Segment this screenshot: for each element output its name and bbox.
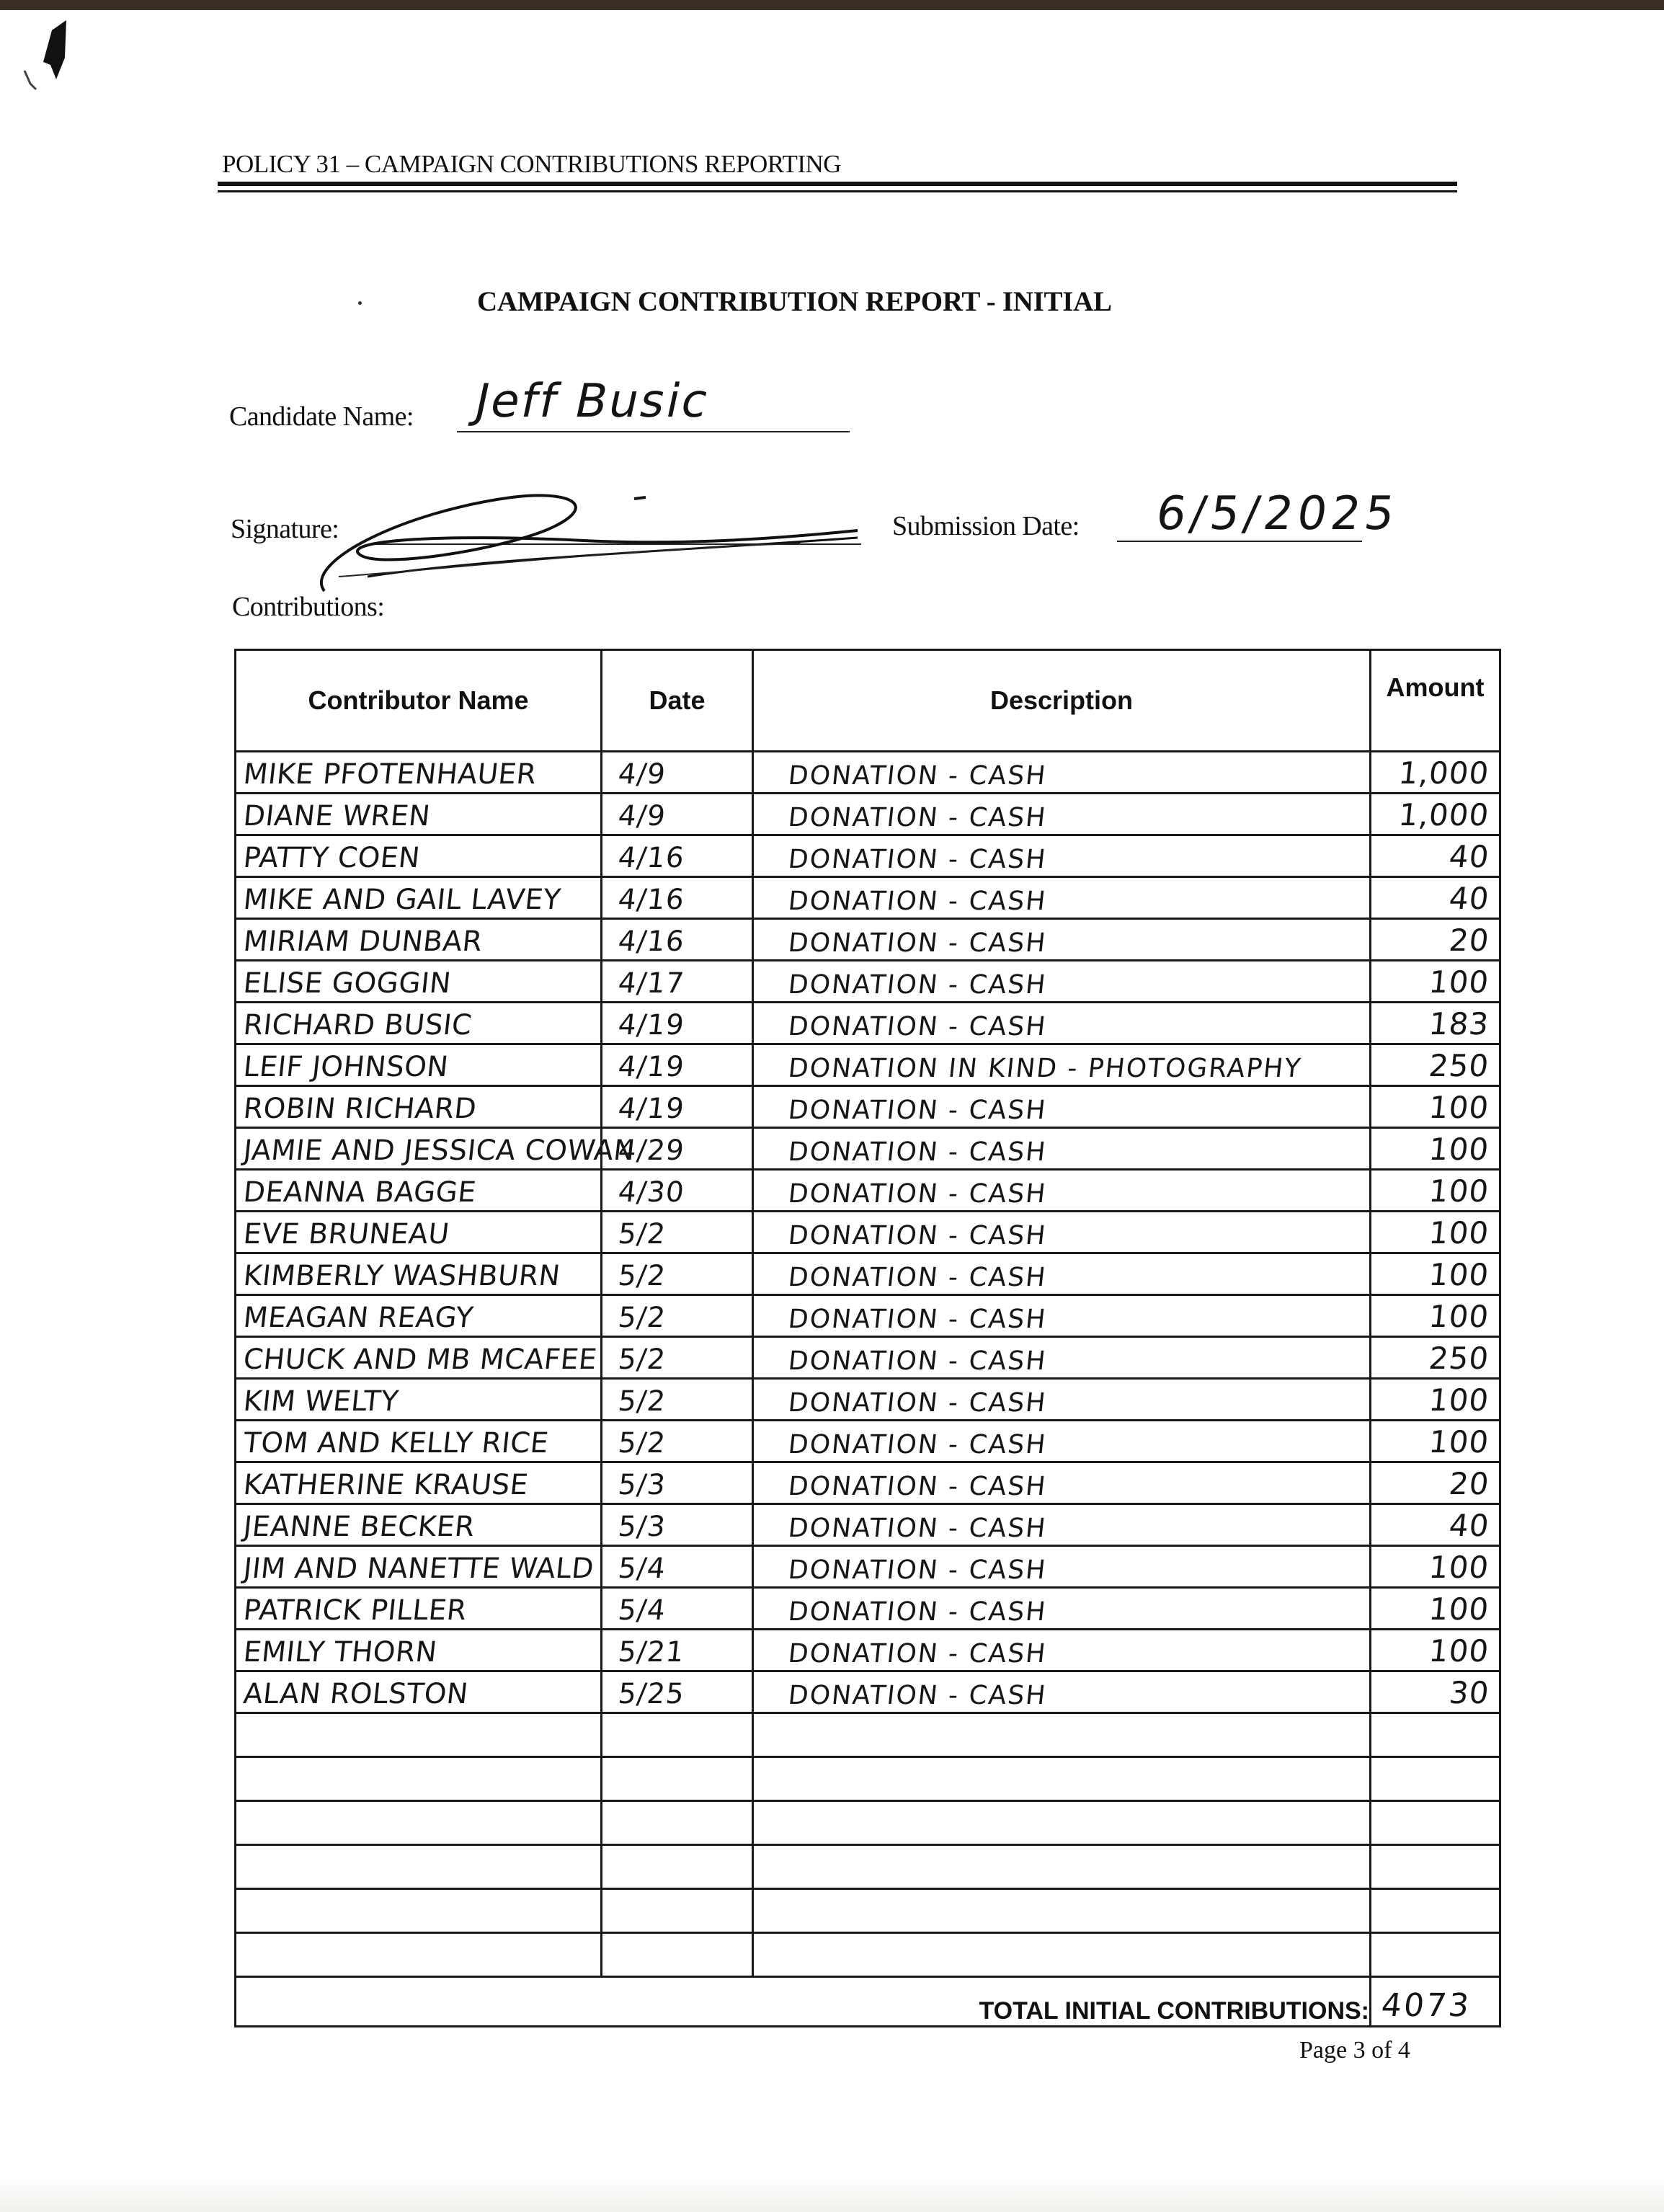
description-cell[interactable] <box>753 877 1371 919</box>
empty-cell[interactable] <box>753 1713 1371 1757</box>
submission-date-value[interactable]: 6/5/2025 <box>1152 487 1402 541</box>
description-cell[interactable] <box>753 752 1371 794</box>
table-row <box>236 1462 1500 1504</box>
total-label-text: TOTAL INITIAL CONTRIBUTIONS: <box>979 1997 1369 2025</box>
amount-text: 100 <box>1427 1382 1491 1418</box>
description-text: DONATION - CASH <box>786 1305 1049 1334</box>
description-text: DONATION - CASH <box>786 845 1049 874</box>
empty-table-row <box>236 1845 1500 1889</box>
date-text: 4/9 <box>616 758 668 791</box>
description-cell[interactable] <box>753 961 1371 1003</box>
date-cell[interactable] <box>602 1086 753 1128</box>
total-amount-cell[interactable] <box>1371 1977 1500 2027</box>
photo-top-edge <box>0 0 1664 10</box>
candidate-name-value[interactable]: Jeff Busic <box>470 375 716 428</box>
empty-cell[interactable] <box>753 1933 1371 1977</box>
amount-text: 100 <box>1427 1215 1491 1251</box>
description-text: DONATION - CASH <box>786 1221 1049 1251</box>
contributor-name-cell[interactable] <box>236 1671 602 1713</box>
empty-cell[interactable] <box>236 1933 602 1977</box>
date-text: 5/2 <box>616 1427 668 1460</box>
empty-cell[interactable] <box>236 1801 602 1845</box>
contributor-name-cell[interactable] <box>236 961 602 1003</box>
date-cell[interactable] <box>602 1003 753 1044</box>
date-text: 5/4 <box>616 1594 668 1627</box>
empty-table-row <box>236 1757 1500 1801</box>
description-cell[interactable] <box>753 1044 1371 1086</box>
amount-text: 100 <box>1427 1090 1491 1125</box>
contributor-name-text: JIM AND NANETTE WALD <box>241 1553 596 1585</box>
empty-cell[interactable] <box>753 1889 1371 1933</box>
contributor-name-cell[interactable] <box>236 1170 602 1212</box>
empty-table-row <box>236 1713 1500 1757</box>
date-text: 5/2 <box>616 1218 668 1251</box>
table-row <box>236 1546 1500 1588</box>
contributor-name-cell[interactable] <box>236 1504 602 1546</box>
date-cell[interactable] <box>602 1671 753 1713</box>
contributor-name-cell[interactable] <box>236 919 602 961</box>
description-cell[interactable] <box>753 1462 1371 1504</box>
table-row <box>236 1337 1500 1379</box>
amount-text: 40 <box>1446 839 1491 874</box>
empty-table-row <box>236 1889 1500 1933</box>
amount-cell[interactable] <box>1371 1671 1500 1713</box>
description-text: DONATION - CASH <box>786 1639 1049 1669</box>
description-text: DONATION - CASH <box>786 1179 1049 1209</box>
table-row <box>236 1003 1500 1044</box>
header-description: Description <box>753 650 1371 752</box>
date-cell[interactable] <box>602 877 753 919</box>
table-row <box>236 1170 1500 1212</box>
date-text: 5/4 <box>616 1553 668 1585</box>
header-rule-thick <box>218 182 1457 186</box>
contributor-name-text: MIKE PFOTENHAUER <box>241 758 538 791</box>
table-row <box>236 1128 1500 1170</box>
empty-cell[interactable] <box>753 1757 1371 1801</box>
empty-cell[interactable] <box>753 1845 1371 1889</box>
amount-text: 250 <box>1427 1341 1491 1376</box>
date-cell[interactable] <box>602 1212 753 1253</box>
table-row <box>236 1671 1500 1713</box>
amount-text: 20 <box>1446 1466 1491 1501</box>
table-row <box>236 835 1500 877</box>
amount-text: 100 <box>1427 1173 1491 1209</box>
amount-text: 1,000 <box>1397 755 1491 791</box>
contributor-name-cell[interactable] <box>236 1086 602 1128</box>
date-cell[interactable] <box>602 1630 753 1671</box>
amount-cell[interactable] <box>1371 1212 1500 1253</box>
empty-cell[interactable] <box>1371 1757 1500 1801</box>
amount-text: 20 <box>1446 923 1491 958</box>
date-text: 5/3 <box>616 1469 668 1501</box>
amount-text: 100 <box>1427 1299 1491 1334</box>
empty-cell[interactable] <box>602 1801 753 1845</box>
description-text: DONATION - CASH <box>786 1681 1049 1710</box>
amount-cell[interactable] <box>1371 1630 1500 1671</box>
amount-cell[interactable] <box>1371 794 1500 835</box>
date-text: 4/19 <box>616 1051 686 1083</box>
description-text: DONATION - CASH <box>786 928 1049 958</box>
description-cell[interactable] <box>753 1546 1371 1588</box>
submission-date-line <box>1117 541 1362 542</box>
contributor-name-cell[interactable] <box>236 1462 602 1504</box>
date-cell[interactable] <box>602 919 753 961</box>
amount-text: 100 <box>1427 1132 1491 1167</box>
contributor-name-text: CHUCK AND MB MCAFEE <box>241 1343 599 1376</box>
description-text: DONATION - CASH <box>786 761 1049 791</box>
description-cell[interactable] <box>753 1379 1371 1421</box>
description-text: DONATION - CASH <box>786 887 1049 916</box>
contributor-name-cell[interactable] <box>236 1379 602 1421</box>
contributor-name-text: ROBIN RICHARD <box>241 1093 479 1125</box>
date-cell[interactable] <box>602 1462 753 1504</box>
contributor-name-cell[interactable] <box>236 835 602 877</box>
contributor-name-text: PATTY COEN <box>241 842 422 874</box>
date-cell[interactable] <box>602 1044 753 1086</box>
contributor-name-text: EMILY THORN <box>241 1636 439 1669</box>
date-cell[interactable] <box>602 1546 753 1588</box>
date-text: 4/29 <box>616 1134 686 1167</box>
empty-cell[interactable] <box>236 1713 602 1757</box>
date-text: 5/2 <box>616 1385 668 1418</box>
contributor-name-cell[interactable] <box>236 1630 602 1671</box>
amount-text: 100 <box>1427 1424 1491 1460</box>
empty-cell[interactable] <box>602 1845 753 1889</box>
date-cell[interactable] <box>602 1295 753 1337</box>
date-text: 4/16 <box>616 842 686 874</box>
amount-cell[interactable] <box>1371 752 1500 794</box>
date-text: 4/16 <box>616 925 686 958</box>
contributor-name-text: KATHERINE KRAUSE <box>241 1469 530 1501</box>
date-cell[interactable] <box>602 1170 753 1212</box>
amount-text: 183 <box>1427 1006 1491 1041</box>
amount-cell[interactable] <box>1371 1546 1500 1588</box>
date-text: 5/2 <box>616 1302 668 1334</box>
contributor-name-text: JAMIE AND JESSICA COWAN <box>241 1134 637 1167</box>
table-row <box>236 1295 1500 1337</box>
amount-text: 100 <box>1427 1591 1491 1627</box>
description-cell[interactable] <box>753 1128 1371 1170</box>
stray-dot <box>358 301 362 305</box>
description-cell[interactable] <box>753 1630 1371 1671</box>
header-date: Date <box>602 650 753 752</box>
amount-text: 100 <box>1427 1550 1491 1585</box>
contributor-name-text: MIRIAM DUNBAR <box>241 925 484 958</box>
empty-cell[interactable] <box>602 1713 753 1757</box>
total-amount: 4073 <box>1379 1987 1473 2024</box>
table-row <box>236 1212 1500 1253</box>
contributor-name-cell[interactable] <box>236 1044 602 1086</box>
description-cell[interactable] <box>753 1170 1371 1212</box>
table-row <box>236 1379 1500 1421</box>
contributor-name-cell[interactable] <box>236 1128 637 1170</box>
description-text: DONATION - CASH <box>786 1597 1049 1627</box>
date-text: 5/21 <box>616 1636 686 1669</box>
description-text: DONATION - CASH <box>786 1555 1049 1585</box>
contributor-name-cell[interactable] <box>236 1003 602 1044</box>
empty-cell[interactable] <box>1371 1801 1500 1845</box>
contributor-name-cell[interactable] <box>236 1588 602 1630</box>
description-cell[interactable] <box>753 1212 1371 1253</box>
amount-cell[interactable] <box>1371 1337 1500 1379</box>
empty-cell[interactable] <box>753 1801 1371 1845</box>
contributor-name-text: PATRICK PILLER <box>241 1594 468 1627</box>
page-number: Page 3 of 4 <box>1299 2037 1410 2064</box>
description-text: DONATION - CASH <box>786 1388 1049 1418</box>
empty-cell[interactable] <box>236 1757 602 1801</box>
description-cell[interactable] <box>753 1421 1371 1462</box>
description-cell[interactable] <box>753 1086 1371 1128</box>
date-cell[interactable] <box>602 1337 753 1379</box>
total-label <box>236 1977 1371 2027</box>
date-text: 5/2 <box>616 1260 668 1292</box>
description-cell[interactable] <box>753 919 1371 961</box>
contributions-label: Contributions: <box>232 592 385 622</box>
contributor-name-text: DEANNA BAGGE <box>241 1176 478 1209</box>
header-rule-thin <box>218 190 1457 192</box>
amount-cell[interactable] <box>1371 835 1500 877</box>
empty-cell[interactable] <box>602 1933 753 1977</box>
table-row <box>236 1421 1500 1462</box>
table-row <box>236 919 1500 961</box>
contributor-name-text: KIMBERLY WASHBURN <box>241 1260 562 1292</box>
description-text: DONATION - CASH <box>786 1346 1049 1376</box>
date-cell[interactable] <box>602 835 753 877</box>
table-row <box>236 877 1500 919</box>
empty-cell[interactable] <box>1371 1713 1500 1757</box>
contributor-name-cell[interactable] <box>236 1295 602 1337</box>
description-cell[interactable] <box>753 1588 1371 1630</box>
empty-cell[interactable] <box>602 1757 753 1801</box>
description-text: DONATION - CASH <box>786 803 1049 832</box>
amount-text: 30 <box>1446 1675 1491 1710</box>
description-cell[interactable] <box>753 835 1371 877</box>
contributor-name-text: DIANE WREN <box>241 800 432 832</box>
staple-mark-icon <box>14 14 72 101</box>
empty-cell[interactable] <box>1371 1845 1500 1889</box>
date-cell[interactable] <box>602 961 753 1003</box>
contributor-name-cell[interactable] <box>236 794 602 835</box>
photo-bottom-edge <box>0 2177 1664 2212</box>
description-cell[interactable] <box>753 1003 1371 1044</box>
date-cell[interactable] <box>602 1421 753 1462</box>
amount-cell[interactable] <box>1371 961 1500 1003</box>
amount-cell[interactable] <box>1371 877 1500 919</box>
candidate-name-label: Candidate Name: <box>229 401 414 432</box>
amount-cell[interactable] <box>1371 1003 1500 1044</box>
date-cell[interactable] <box>602 1128 753 1170</box>
contributor-name-cell[interactable] <box>236 1253 602 1295</box>
amount-cell[interactable] <box>1371 1421 1500 1462</box>
date-cell[interactable] <box>602 1379 753 1421</box>
contributor-name-cell[interactable] <box>236 877 602 919</box>
empty-cell[interactable] <box>236 1889 602 1933</box>
table-row <box>236 961 1500 1003</box>
header-amount: Amount <box>1371 650 1500 752</box>
empty-table-row <box>236 1801 1500 1845</box>
description-text: DONATION - CASH <box>786 1472 1049 1501</box>
amount-cell[interactable] <box>1371 1128 1500 1170</box>
amount-text: 250 <box>1427 1048 1491 1083</box>
amount-text: 40 <box>1446 1508 1491 1543</box>
amount-cell[interactable] <box>1371 1295 1500 1337</box>
description-cell[interactable] <box>753 1504 1371 1546</box>
date-text: 5/25 <box>616 1678 686 1710</box>
description-cell[interactable] <box>753 794 1371 835</box>
contributor-name-text: KIM WELTY <box>241 1385 401 1418</box>
description-text: DONATION - CASH <box>786 970 1049 1000</box>
submission-date-label: Submission Date: <box>892 511 1080 541</box>
date-text: 4/9 <box>616 800 668 832</box>
contributor-name-cell[interactable] <box>236 1546 602 1588</box>
contributor-name-cell[interactable] <box>236 1212 602 1253</box>
table-row <box>236 1588 1500 1630</box>
empty-cell[interactable] <box>1371 1933 1500 1977</box>
description-text: DONATION - CASH <box>786 1096 1049 1125</box>
description-text: DONATION - CASH <box>786 1137 1049 1167</box>
amount-cell[interactable] <box>1371 1588 1500 1630</box>
table-row <box>236 1044 1500 1086</box>
candidate-name-line <box>457 431 850 432</box>
date-cell[interactable] <box>602 1253 753 1295</box>
date-text: 4/17 <box>616 967 686 1000</box>
contributor-name-text: MEAGAN REAGY <box>241 1302 475 1334</box>
description-text: DONATION - CASH <box>786 1012 1049 1041</box>
amount-text: 100 <box>1427 964 1491 1000</box>
contributor-name-text: EVE BRUNEAU <box>241 1218 451 1251</box>
header-contributor-name: Contributor Name <box>236 650 602 752</box>
policy-header: POLICY 31 – CAMPAIGN CONTRIBUTIONS REPORTING <box>222 150 842 178</box>
date-text: 4/30 <box>616 1176 686 1209</box>
date-cell[interactable] <box>602 1504 753 1546</box>
amount-cell[interactable] <box>1371 1170 1500 1212</box>
amount-cell[interactable] <box>1371 1044 1500 1086</box>
date-text: 4/19 <box>616 1093 686 1125</box>
description-cell[interactable] <box>753 1671 1371 1713</box>
amount-cell[interactable] <box>1371 1253 1500 1295</box>
empty-table-row <box>236 1933 1500 1977</box>
description-cell[interactable] <box>753 1295 1371 1337</box>
amount-cell[interactable] <box>1371 1086 1500 1128</box>
table-row <box>236 1504 1500 1546</box>
contributor-name-cell[interactable] <box>236 1337 602 1379</box>
amount-cell[interactable] <box>1371 1462 1500 1504</box>
date-cell[interactable] <box>602 752 753 794</box>
date-text: 5/2 <box>616 1343 668 1376</box>
date-cell[interactable] <box>602 794 753 835</box>
form-title: CAMPAIGN CONTRIBUTION REPORT - INITIAL <box>477 286 1112 317</box>
description-text: DONATION - CASH <box>786 1514 1049 1543</box>
amount-cell[interactable] <box>1371 1504 1500 1546</box>
contributor-name-cell[interactable] <box>236 752 602 794</box>
amount-cell[interactable] <box>1371 1379 1500 1421</box>
date-text: 5/3 <box>616 1511 668 1543</box>
contributor-name-text: MIKE AND GAIL LAVEY <box>241 884 563 916</box>
contributor-name-text: TOM AND KELLY RICE <box>241 1427 551 1460</box>
description-text: DONATION IN KIND - PHOTOGRAPHY <box>786 1054 1304 1083</box>
description-cell[interactable] <box>753 1337 1371 1379</box>
table-row <box>236 1086 1500 1128</box>
contributions-table <box>234 649 1501 2027</box>
description-cell[interactable] <box>753 1253 1371 1295</box>
contributor-name-text: ALAN ROLSTON <box>241 1678 470 1710</box>
description-text: DONATION - CASH <box>786 1430 1049 1460</box>
contributor-name-text: ELISE GOGGIN <box>241 967 453 1000</box>
empty-cell[interactable] <box>236 1845 602 1889</box>
table-row <box>236 794 1500 835</box>
amount-text: 100 <box>1427 1633 1491 1669</box>
date-cell[interactable] <box>602 1588 753 1630</box>
date-text: 4/19 <box>616 1009 686 1041</box>
table-row <box>236 752 1500 794</box>
contributor-name-text: RICHARD BUSIC <box>241 1009 474 1041</box>
amount-text: 100 <box>1427 1257 1491 1292</box>
description-text: DONATION - CASH <box>786 1263 1049 1292</box>
empty-cell[interactable] <box>1371 1889 1500 1933</box>
amount-text: 40 <box>1446 881 1491 916</box>
date-text: 4/16 <box>616 884 686 916</box>
total-row <box>236 1977 1500 2027</box>
signature-label: Signature: <box>231 514 339 544</box>
empty-cell[interactable] <box>602 1889 753 1933</box>
table-row <box>236 1630 1500 1671</box>
contributor-name-text: JEANNE BECKER <box>241 1511 477 1543</box>
amount-cell[interactable] <box>1371 919 1500 961</box>
table-row <box>236 1253 1500 1295</box>
contributor-name-cell[interactable] <box>236 1421 602 1462</box>
contributor-name-text: LEIF JOHNSON <box>241 1051 450 1083</box>
table-header-row <box>236 650 1500 752</box>
amount-text: 1,000 <box>1397 797 1491 832</box>
